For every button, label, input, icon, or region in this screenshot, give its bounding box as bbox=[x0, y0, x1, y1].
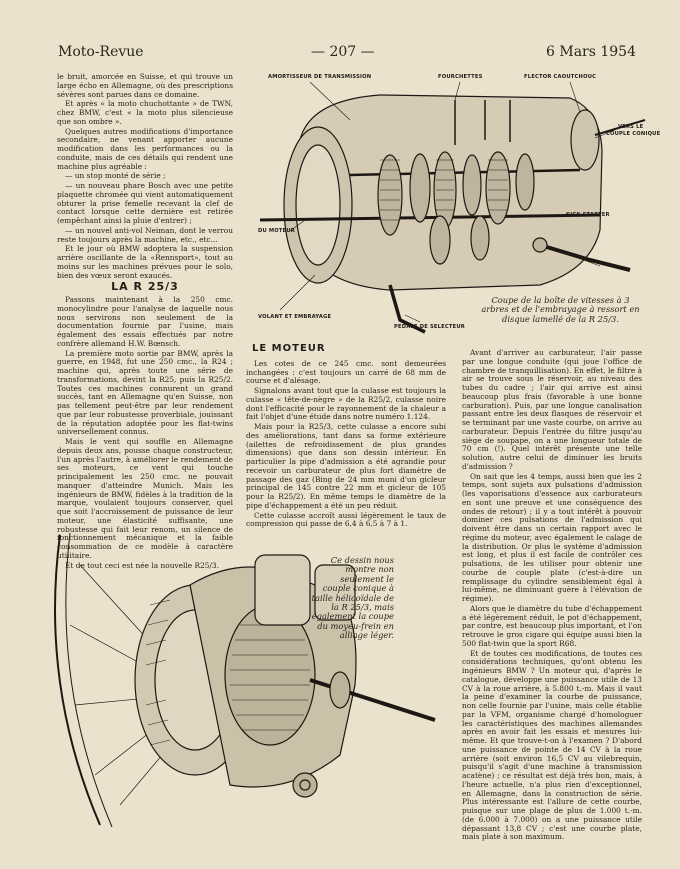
paragraph: Et le jour où BMW adoptera la suspension arrière oscillante de la «Rennsport», tout au moins sur les machines prévues pour le solo, bien des vœux seront exaucés. bbox=[57, 244, 233, 280]
label-couple-1: VERS LE bbox=[618, 124, 644, 130]
paragraph: — un nouvel anti-vol Neiman, dont le verrou reste toujours après la machine, etc., etc... bbox=[57, 225, 233, 244]
label-moteur: DU MOTEUR bbox=[258, 228, 295, 234]
paragraph: Mais pour la R25/3, cette culasse a encore subi des améliorations, tant dans sa forme extérieure (ailettes de refroidissement de plus grandes dimensions) que dans son dessin intérieur. En particulier la pipe d'admission a été agrandie pour recevoir un carburateur de plus fort diamètre de passage des gaz (Bing de 24 mm muni d'un gicleur principal de 145 contre 22 mm et gicleur de 105 pour la R25/2). En même temps le diamètre de la pipe d'échappement a été un peu réduit. bbox=[246, 422, 446, 510]
article-column-1 bbox=[57, 72, 233, 570]
paragraph: Et de toutes ces modifications, de toutes ces considérations techniques, qu'ont obtenu les ingénieurs BMW ? Un moteur qui, d'après le catalogue, développe une puissance utile de 13 CV à la roue arrière, à 5.800 t.-m. Mais il vaut la peine d'examiner la courbe de puissance, non celle fournie par l'usine, mais celle établie par la VFM, organisme chargé d'homologuer les caractéristiques des machines allemandes après en avoir fait les essais et mesures lui-même. Et que trouve-t-on à l'examen ? D'abord une puissance de pointe de 14 CV à la roue arrière (soit environ 16,5 CV au vilebrequin, puisqu'il s'agit d'une machine à transmission acatène) ; ce résultat est déjà très bon, mais, à l'heure actuelle, n'a plus rien d'exceptionnel, en Allemagne, dans la construction de série. Plus intéressante est l'allure de cette courbe, puisque sur une plage de plus de 1.000 t.-m. (de 6.000 à 7.000) on a une puissance utile dépassant 13,8 CV ; c'est une courbe plate, mais plate à son maximum. bbox=[462, 648, 642, 842]
paragraph: le bruit, amorcée en Suisse, et qui trouve un large écho en Allemagne, où des prescriptions sévères sont parues dans ce domaine. bbox=[57, 72, 233, 99]
paragraph: La première moto sortie par BMW, après la guerre, en 1948, fut une 250 cmc., la R24 ; machine qui, après toute une série de transformations, devint la R25, puis la R25/2. Toutes ces machines connurent un grand succès, tant en Allemagne qu'en Suisse, non pas tellement peut-être par leur rendement que par leur robustesse proverbiale, jouissant de la réputation adoptée pour les flat-twins universellement connus. bbox=[57, 348, 233, 437]
page-number: — 207 — bbox=[311, 44, 375, 60]
paragraph: Les cotes de ce 245 cmc. sont demeurées inchangées : c'est toujours un carré de 68 mm de course et d'alésage. bbox=[246, 358, 446, 386]
paragraph: Mais le vent qui souffle en Allemagne depuis deux ans, pousse chaque constructeur, l'un après l'autre, à améliorer le rendement de ses moteurs, ce vent qui touche principalement les 250 cmc. ne pouvait manquer d'atteindre Munich. Mais les ingénieurs de BMW, fidèles à la tradition de la marque, voulaient toujours conserver, quel que soit l'accroissement de puissance de leur moteur, une élasticité suffisante, une robustesse qui fait leur renom, un silence de fonctionnement mécanique et la faible consommation de ce modèle à caractère utilitaire. bbox=[57, 437, 233, 560]
paragraph: — un stop monté de série ; bbox=[65, 171, 166, 181]
label-volant: VOLANT ET EMBRAYAGE bbox=[258, 314, 332, 320]
label-fourchettes: FOURCHETTES bbox=[438, 74, 483, 80]
label-couple-2: COUPLE CONIQUE bbox=[606, 131, 661, 137]
label-amortisseur: AMORTISSEUR DE TRANSMISSION bbox=[268, 74, 372, 80]
label-kick-starter: KICK STARTER bbox=[566, 212, 610, 218]
issue-date: 6 Mars 1954 bbox=[546, 44, 636, 60]
section-heading-moteur: LE MOTEUR bbox=[252, 343, 326, 354]
label-pedale: PEDALE DE SELECTEUR bbox=[394, 324, 466, 330]
paragraph: — un nouveau phare Bosch avec une petite plaquette chromée qui vient automatiquement obturer la prise femelle recevant la clef de contact lorsque cette dernière est retirée (empêchant ainsi la pluie d'entrer) ; bbox=[57, 181, 233, 225]
section-heading-r25: LA R 25/3 bbox=[111, 280, 179, 294]
paragraph: Quelques autres modifications d'importance secondaire, ne venant apporter aucune modification dans les performances ou la conduite, mais de ces détails qui rendent une machine plus agréable : bbox=[57, 126, 233, 171]
magazine-name: Moto-Revue bbox=[58, 44, 144, 60]
paragraph: Cette culasse accroît aussi légèrement le taux de compression qui passe de 6,4 à 6,5 à 7 à 1. bbox=[246, 510, 446, 529]
paragraph: Et de tout ceci est née la nouvelle R25/3. bbox=[65, 560, 219, 570]
label-flector: FLECTOR CAOUTCHOUC bbox=[524, 74, 597, 80]
paragraph: On sait que les 4 temps, aussi bien que les 2 temps, sont sujets aux pulsations d'admission (les vaporisations d'essence aux carburateurs en sont une preuve et une conséquence des ondes de retour) ; il y a tout intérêt à pouvoir dominer ces pulsations de l'admission qui doivent être dans un certain rapport avec le régime du moteur, avec également le calage de la distribution. Or plus le système d'admission est long, et plus il est facile de contrôler ces pulsations, de les utiliser pour obtenir une courbe de couple plate (c'est-à-dire un remplissage du cylindre sensiblement égal à lui-même, ne diminuant guère à l'élévation de régime). bbox=[462, 471, 642, 603]
paragraph: Alors que le diamètre du tube d'échappement a été légèrement réduit, le pot d'échappement, par contre, est beaucoup plus important, et l'on retrouve le gros cigare qui équipe aussi bien la 500 flat-twin que la sport R68. bbox=[462, 603, 642, 648]
article-column-2 bbox=[246, 343, 446, 529]
figure-caption-hub: Ce dessin nous montre non seulement le couple conique à taille hélicoïdale de la R 25/3, mais également la coupe du moyeu-frein en alliage léger. bbox=[311, 555, 394, 641]
paragraph: Signalons avant tout que la culasse est toujours la culasse « tête-de-nègre » de la R25/2, culasse noire dont l'efficacité pour le rayonnement de la chaleur a fait l'objet d'une étude dans notre numéro 1.124. bbox=[246, 386, 446, 422]
figure-caption-gearbox: Coupe de la boîte de vitesses à 3 arbres et de l'embrayage à ressort en disque lamellé de la R 25/3. bbox=[481, 295, 640, 324]
paragraph: Passons maintenant à la 250 cmc. monocylindre pour l'analyse de laquelle nous nous servirons non seulement de la documentation fournie par l'usine, mais également des essais effectués par notre confrère allemand H.W. Bœnsch. bbox=[57, 295, 233, 348]
article-column-3 bbox=[462, 348, 642, 842]
paragraph: Avant d'arriver au carburateur, l'air passe par une longue conduite (qui joue l'office de chambre de tranquillisation). En effet, le filtre à air se trouve sous le réservoir, au niveau des tubes du cadre ; l'air qui arrive est ainsi beaucoup plus frais (favorable à une bonne carburation). Puis, par une longue canalisation passant entre les deux flasques de réservoir et se terminant par une vaste courbe, on arrive au carburateur. Depuis l'entrée du filtre jusqu'au siège de soupape, on a une longueur totale de 70 cm (!). Quel intérêt présente une telle solution, autre celui de diminuer les bruits d'admission ? bbox=[462, 348, 642, 471]
paragraph: Et après « la moto chuchottante » de TWN, chez BMW, c'est « la moto plus silencieuse que son ombre ». bbox=[57, 99, 233, 126]
